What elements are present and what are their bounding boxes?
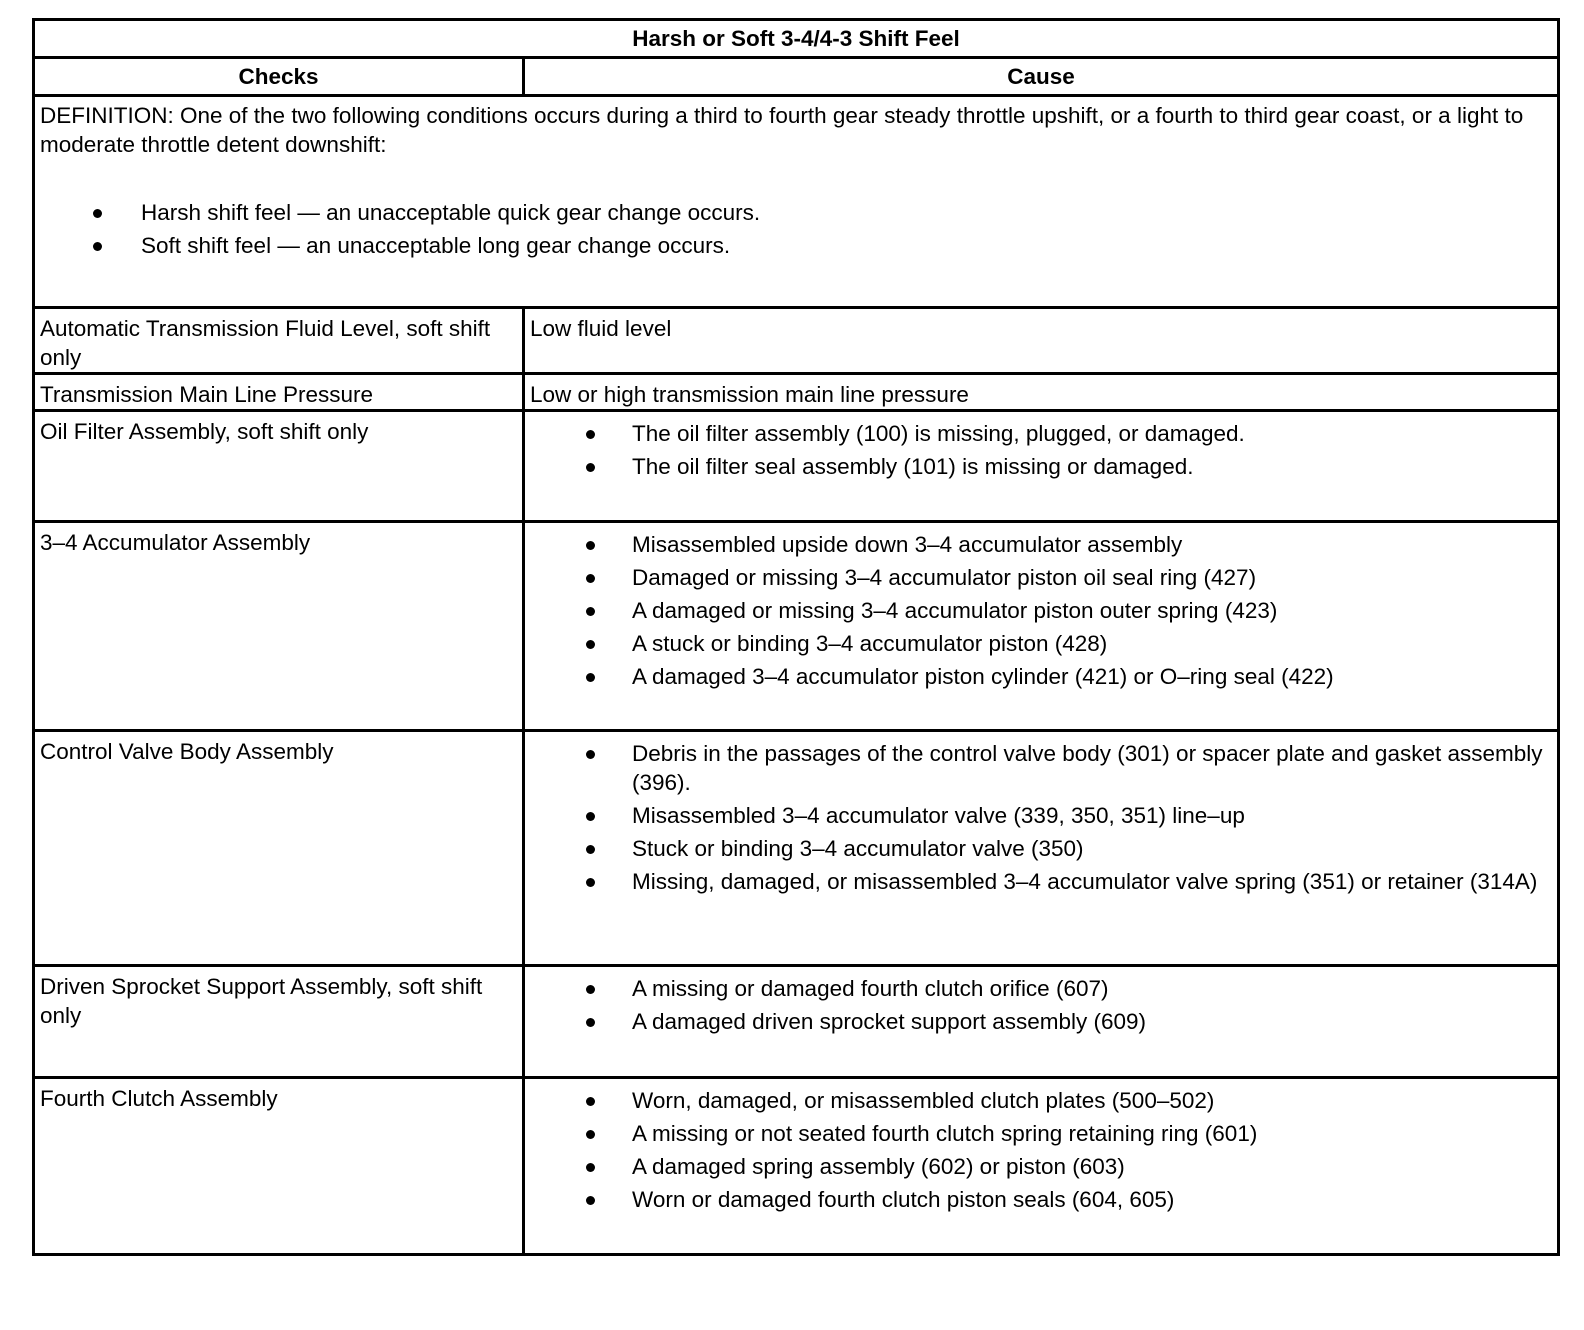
- table-row: [34, 731, 1559, 966]
- cause-list: [530, 530, 1549, 691]
- cause-cell: Low or high transmission main line pressure: [524, 374, 1559, 411]
- cause-list: [530, 974, 1549, 1036]
- cause-item: A damaged driven sprocket support assembly (609): [530, 1007, 1549, 1036]
- cause-item: A stuck or binding 3–4 accumulator piston (428): [530, 629, 1549, 658]
- table-row: [34, 522, 1559, 731]
- check-cell: 3–4 Accumulator Assembly: [34, 522, 524, 731]
- cause-item: The oil filter assembly (100) is missing, plugged, or damaged.: [530, 419, 1549, 448]
- cause-item: A damaged 3–4 accumulator piston cylinder (421) or O–ring seal (422): [530, 662, 1549, 691]
- cause-item: Missing, damaged, or misassembled 3–4 accumulator valve spring (351) or retainer (314A): [530, 867, 1549, 896]
- definition-cell: [34, 96, 1559, 308]
- cause-item: Misassembled upside down 3–4 accumulator assembly: [530, 530, 1549, 559]
- table-row: [34, 374, 1559, 411]
- check-cell: Automatic Transmission Fluid Level, soft shift only: [34, 308, 524, 374]
- check-cell: Control Valve Body Assembly: [34, 731, 524, 966]
- definition-bullet: Soft shift feel — an unacceptable long gear change occurs.: [40, 229, 1549, 262]
- cause-header: Cause: [524, 58, 1559, 96]
- diagnostic-table: [32, 18, 1560, 1256]
- cause-item: Stuck or binding 3–4 accumulator valve (350): [530, 834, 1549, 863]
- cause-cell: [524, 522, 1559, 731]
- cause-cell: Low fluid level: [524, 308, 1559, 374]
- cause-item: The oil filter seal assembly (101) is missing or damaged.: [530, 452, 1549, 481]
- cause-item: A damaged or missing 3–4 accumulator piston outer spring (423): [530, 596, 1549, 625]
- cause-cell: [524, 1078, 1559, 1255]
- check-cell: Transmission Main Line Pressure: [34, 374, 524, 411]
- cause-item: A damaged spring assembly (602) or piston (603): [530, 1152, 1549, 1181]
- cause-item: A missing or not seated fourth clutch spring retaining ring (601): [530, 1119, 1549, 1148]
- table-row: [34, 411, 1559, 522]
- check-cell: Driven Sprocket Support Assembly, soft shift only: [34, 966, 524, 1078]
- table-row: [34, 1078, 1559, 1255]
- check-cell: Fourth Clutch Assembly: [34, 1078, 524, 1255]
- cause-item: Misassembled 3–4 accumulator valve (339, 350, 351) line–up: [530, 801, 1549, 830]
- definition-bullet: Harsh shift feel — an unacceptable quick gear change occurs.: [40, 196, 1549, 229]
- table-row: [34, 308, 1559, 374]
- cause-cell: [524, 731, 1559, 966]
- cause-item: Debris in the passages of the control valve body (301) or spacer plate and gasket assembly (396).: [530, 739, 1549, 797]
- cause-list: [530, 739, 1549, 896]
- table-row: [34, 966, 1559, 1078]
- definition-text: DEFINITION: One of the two following conditions occurs during a third to fourth gear steady throttle upshift, or a fourth to third gear coast, or a light to moderate throttle detent downshift:: [40, 103, 1524, 157]
- table-title: Harsh or Soft 3-4/4-3 Shift Feel: [34, 20, 1559, 58]
- cause-list: [530, 419, 1549, 481]
- definition-list: [40, 196, 1549, 262]
- cause-cell: [524, 966, 1559, 1078]
- title-row: [34, 20, 1559, 58]
- cause-item: Worn, damaged, or misassembled clutch plates (500–502): [530, 1086, 1549, 1115]
- header-row: [34, 58, 1559, 96]
- cause-cell: [524, 411, 1559, 522]
- cause-item: A missing or damaged fourth clutch orifice (607): [530, 974, 1549, 1003]
- cause-item: Damaged or missing 3–4 accumulator piston oil seal ring (427): [530, 563, 1549, 592]
- cause-item: Worn or damaged fourth clutch piston seals (604, 605): [530, 1185, 1549, 1214]
- cause-list: [530, 1086, 1549, 1214]
- checks-header: Checks: [34, 58, 524, 96]
- definition-row: [34, 96, 1559, 308]
- check-cell: Oil Filter Assembly, soft shift only: [34, 411, 524, 522]
